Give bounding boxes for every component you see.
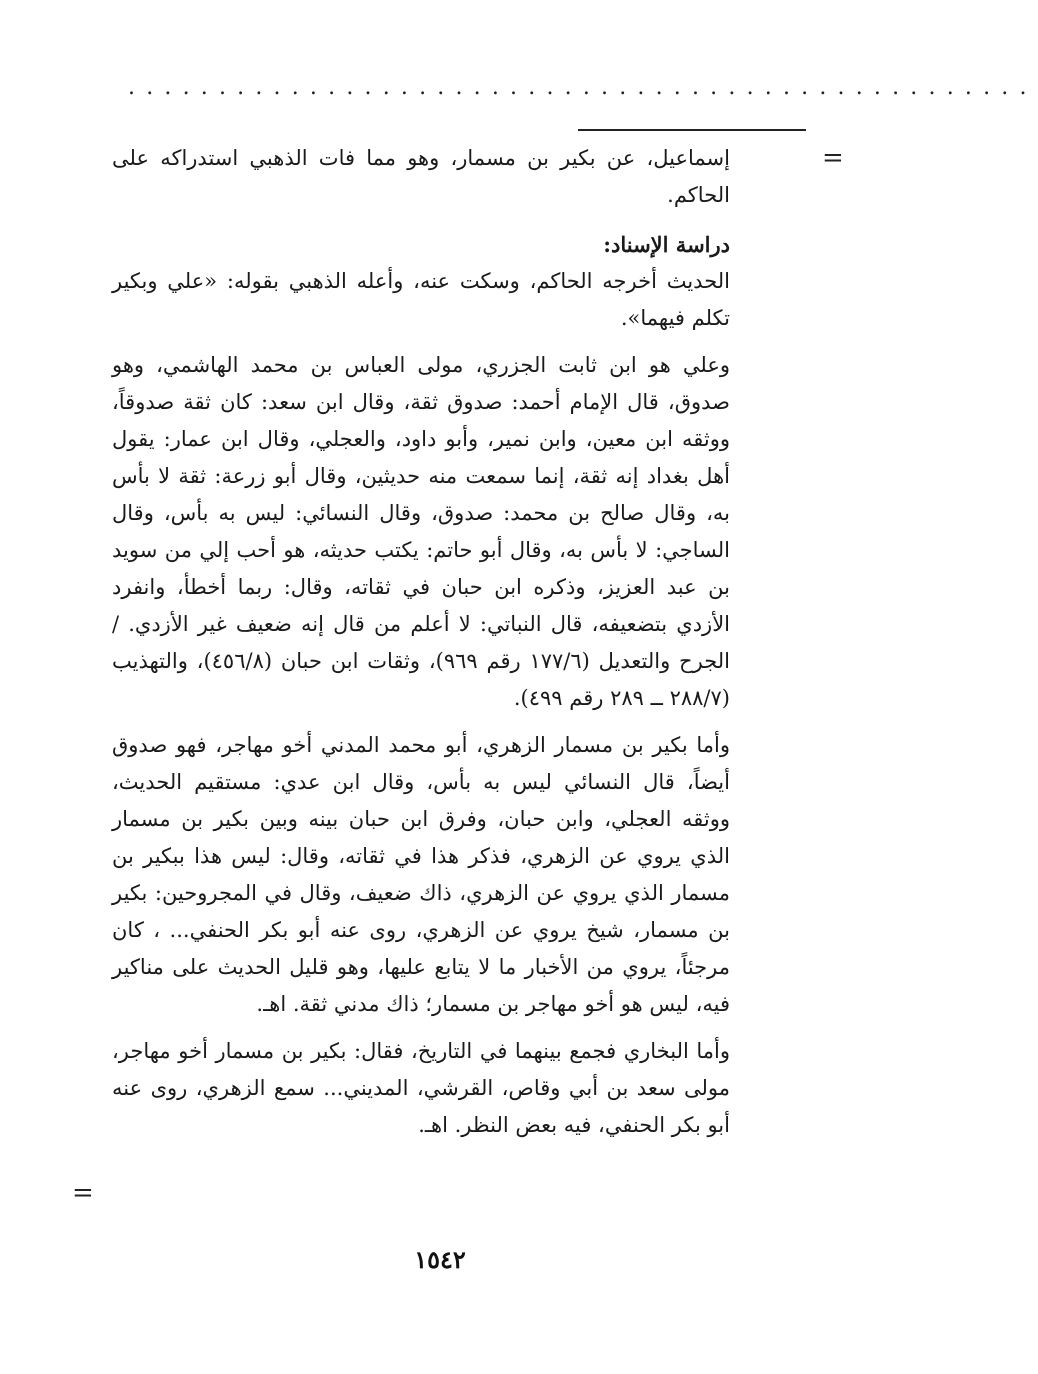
paragraph-bukhari-note: وأما البخاري فجمع بينهما في التاريخ، فقال: بكير بن مسمار أخو مهاجر، مولى سعد بن أبي وقاص، القرشي، المديني... سمع الزهري، روى عنه أبو بكر الحنفي، فيه بعض النظر. اهـ. xyxy=(112,1039,731,1137)
paragraph-continuation: إسماعيل، عن بكير بن مسمار، وهو مما فات الذهبي استدراكه على الحاكم. xyxy=(112,146,730,207)
footnote-text xyxy=(112,140,730,1144)
paragraph-bukayr-narrator: وأما بكير بن مسمار الزهري، أبو محمد المدني أخو مهاجر، فهو صدوق أيضاً، قال النسائي ليس به بأس، وقال ابن عدي: مستقيم الحديث، ووثقه العجلي، وابن حبان، وفرق ابن حبان بينه وبين بكير بن مسمار الذي يروي عن الزهري، فذكر هذا في ثقاته، وقال: ليس هذا ببكير بن مسمار الذي يروي عن الزهري، ذاك ضعيف، وقال في المجروحين: بكير بن مسمار، شيخ يروي عن الزهري، روى عنه أبو بكر الحنفي... ، كان مرجئاً، يروي من الأخبار ما لا يتابع عليها، وهو قليل الحديث على مناكير فيه، ليس هو أخو مهاجر بن مسمار؛ ذاك مدني ثقة. اهـ. xyxy=(112,733,730,1016)
footnote-rule xyxy=(578,129,806,131)
page-number: ١٥٤٢ xyxy=(414,1245,466,1274)
dotted-separator: .................................................. xyxy=(128,75,1038,100)
paragraph-hadith-source: الحديث أخرجه الحاكم، وسكت عنه، وأعله الذهبي بقوله: «علي وبكير تكلم فيهما». xyxy=(112,269,730,330)
continuation-mark-top: = xyxy=(822,143,844,173)
paragraph-ali-narrator: وعلي هو ابن ثابت الجزري، مولى العباس بن محمد الهاشمي، وهو صدوق، قال الإمام أحمد: صدوق ثقة، وقال ابن سعد: كان ثقة صدوقاً، ووثقه ابن معين، وابن نمير، وأبو داود، والعجلي، وقال ابن عمار: يقول أهل بغداد إنه ثقة، إنما سمعت منه حديثين، وقال أبو زرعة: ثقة لا بأس به، وقال صالح بن محمد: صدوق، وقال النسائي: ليس به بأس، وقال الساجي: لا بأس به، وقال أبو حاتم: يكتب حديثه، هو أحب إلي من سويد بن عبد العزيز، وذكره ابن حبان في ثقاته، وقال: ربما أخطأ، وانفرد الأزدي بتضعيفه، قال النباتي: لا أعلم من قال إنه ضعيف غير الأزدي. / الجرح والتعديل (١٧٧/٦ رقم ٩٦٩)، وثقات ابن حبان (٤٥٦/٨)، والتهذيب (٢٨٨/٧ ــ ٢٨٩ رقم ٤٩٩). xyxy=(112,353,731,710)
continuation-mark-bottom: = xyxy=(72,1178,94,1208)
section-heading: دراسة الإسناد: xyxy=(603,232,730,257)
